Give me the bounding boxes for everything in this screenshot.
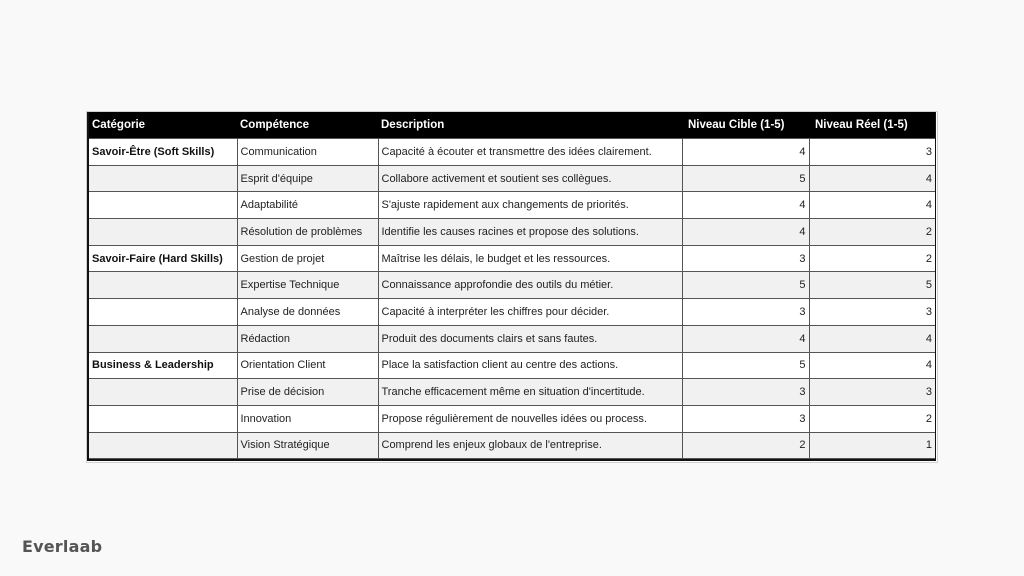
header-category: Catégorie bbox=[89, 112, 237, 139]
category-cell bbox=[89, 432, 237, 459]
description-cell: Propose régulièrement de nouvelles idées ou process. bbox=[378, 405, 682, 432]
table-row bbox=[89, 272, 935, 299]
description-cell: Maîtrise les délais, le budget et les ressources. bbox=[378, 245, 682, 272]
category-cell bbox=[89, 405, 237, 432]
category-cell bbox=[89, 165, 237, 192]
target-level-cell: 4 bbox=[682, 139, 809, 166]
actual-level-cell: 4 bbox=[809, 192, 935, 219]
category-cell: Savoir-Être (Soft Skills) bbox=[89, 139, 237, 166]
description-cell: S'ajuste rapidement aux changements de priorités. bbox=[378, 192, 682, 219]
target-level-cell: 5 bbox=[682, 272, 809, 299]
target-level-cell: 4 bbox=[682, 219, 809, 246]
skill-cell: Adaptabilité bbox=[237, 192, 378, 219]
category-cell bbox=[89, 272, 237, 299]
description-cell: Tranche efficacement même en situation d'incertitude. bbox=[378, 379, 682, 406]
category-cell bbox=[89, 192, 237, 219]
target-level-cell: 4 bbox=[682, 192, 809, 219]
table-row bbox=[89, 432, 935, 459]
skill-cell: Résolution de problèmes bbox=[237, 219, 378, 246]
target-level-cell: 3 bbox=[682, 299, 809, 326]
header-actual-level: Niveau Réel (1-5) bbox=[809, 112, 935, 139]
actual-level-cell: 2 bbox=[809, 219, 935, 246]
actual-level-cell: 1 bbox=[809, 432, 935, 459]
target-level-cell: 4 bbox=[682, 325, 809, 352]
table-row bbox=[89, 245, 935, 272]
table-row bbox=[89, 405, 935, 432]
table-row bbox=[89, 139, 935, 166]
header-description: Description bbox=[378, 112, 682, 139]
table-row bbox=[89, 165, 935, 192]
table-row bbox=[89, 299, 935, 326]
description-cell: Place la satisfaction client au centre des actions. bbox=[378, 352, 682, 379]
table-body bbox=[89, 139, 935, 459]
category-cell bbox=[89, 325, 237, 352]
skills-table bbox=[89, 112, 935, 459]
skill-cell: Innovation bbox=[237, 405, 378, 432]
skill-cell: Analyse de données bbox=[237, 299, 378, 326]
target-level-cell: 3 bbox=[682, 379, 809, 406]
actual-level-cell: 4 bbox=[809, 165, 935, 192]
skills-table-frame bbox=[86, 111, 938, 463]
table-row bbox=[89, 219, 935, 246]
table-row bbox=[89, 379, 935, 406]
target-level-cell: 3 bbox=[682, 405, 809, 432]
skill-cell: Gestion de projet bbox=[237, 245, 378, 272]
skill-cell: Orientation Client bbox=[237, 352, 378, 379]
actual-level-cell: 2 bbox=[809, 405, 935, 432]
category-cell bbox=[89, 219, 237, 246]
table-row bbox=[89, 325, 935, 352]
table-header-row bbox=[89, 112, 935, 139]
target-level-cell: 3 bbox=[682, 245, 809, 272]
description-cell: Capacité à interpréter les chiffres pour décider. bbox=[378, 299, 682, 326]
target-level-cell: 5 bbox=[682, 352, 809, 379]
target-level-cell: 2 bbox=[682, 432, 809, 459]
header-skill: Compétence bbox=[237, 112, 378, 139]
actual-level-cell: 5 bbox=[809, 272, 935, 299]
category-cell: Business & Leadership bbox=[89, 352, 237, 379]
category-cell bbox=[89, 299, 237, 326]
actual-level-cell: 3 bbox=[809, 299, 935, 326]
table-row bbox=[89, 192, 935, 219]
description-cell: Connaissance approfondie des outils du métier. bbox=[378, 272, 682, 299]
actual-level-cell: 3 bbox=[809, 379, 935, 406]
skill-cell: Expertise Technique bbox=[237, 272, 378, 299]
brand-logo: Everlaab bbox=[22, 537, 103, 556]
actual-level-cell: 3 bbox=[809, 139, 935, 166]
header-target-level: Niveau Cible (1-5) bbox=[682, 112, 809, 139]
actual-level-cell: 2 bbox=[809, 245, 935, 272]
skill-cell: Prise de décision bbox=[237, 379, 378, 406]
target-level-cell: 5 bbox=[682, 165, 809, 192]
description-cell: Capacité à écouter et transmettre des idées clairement. bbox=[378, 139, 682, 166]
skill-cell: Vision Stratégique bbox=[237, 432, 378, 459]
description-cell: Comprend les enjeux globaux de l'entreprise. bbox=[378, 432, 682, 459]
description-cell: Produit des documents clairs et sans fautes. bbox=[378, 325, 682, 352]
category-cell bbox=[89, 379, 237, 406]
description-cell: Identifie les causes racines et propose des solutions. bbox=[378, 219, 682, 246]
table-row bbox=[89, 352, 935, 379]
actual-level-cell: 4 bbox=[809, 325, 935, 352]
skill-cell: Communication bbox=[237, 139, 378, 166]
skill-cell: Rédaction bbox=[237, 325, 378, 352]
category-cell: Savoir-Faire (Hard Skills) bbox=[89, 245, 237, 272]
skill-cell: Esprit d'équipe bbox=[237, 165, 378, 192]
description-cell: Collabore activement et soutient ses collègues. bbox=[378, 165, 682, 192]
actual-level-cell: 4 bbox=[809, 352, 935, 379]
skills-table-container bbox=[87, 112, 936, 461]
